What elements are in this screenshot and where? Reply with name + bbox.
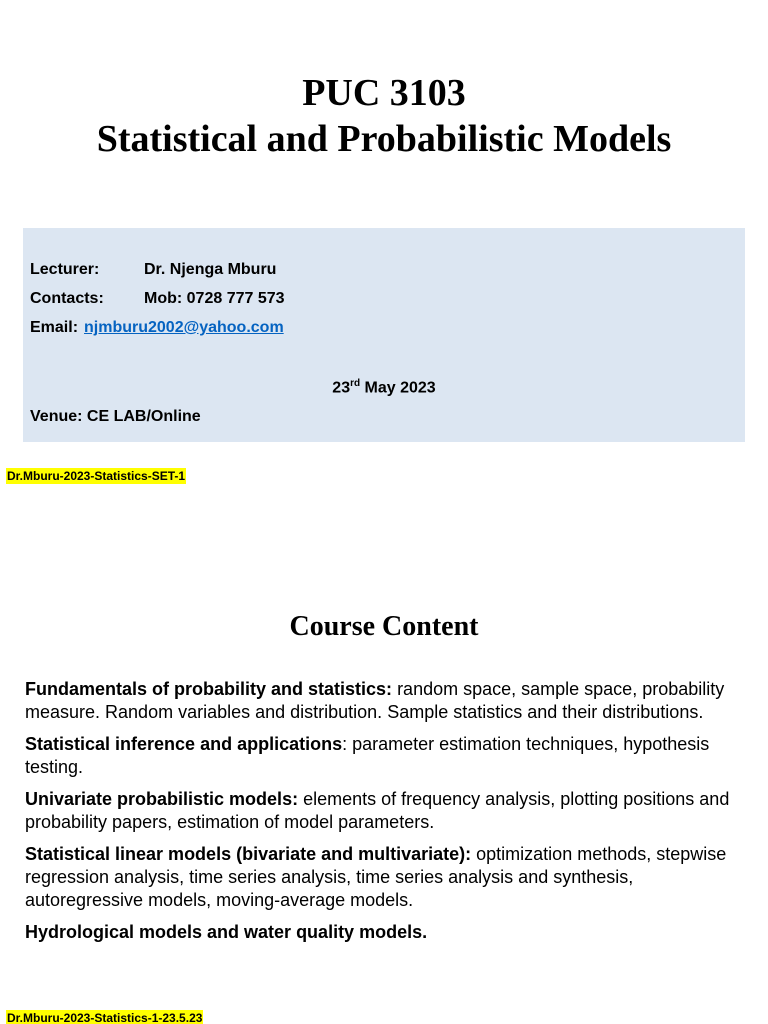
contacts-value: Mob: 0728 777 573: [144, 290, 285, 307]
content-item-heading: Statistical inference and applications: [25, 734, 343, 754]
footer-tag: Dr.Mburu-2023-Statistics-SET-1: [7, 469, 186, 483]
venue-text: Venue: CE LAB/Online: [30, 408, 201, 425]
email-link[interactable]: njmburu2002@yahoo.com: [84, 319, 284, 336]
slide-title-heading: [0, 70, 768, 162]
content-item-heading: Hydrological models and water quality models.: [25, 922, 428, 942]
content-item-text: elements of frequency analysis, plotting positions and probability papers, estimation of model parameters.: [25, 789, 730, 832]
contacts-row: [30, 290, 285, 308]
content-item-heading: Fundamentals of probability and statistics:: [25, 679, 393, 699]
lecture-date: [23, 378, 745, 397]
course-code: PUC 3103: [302, 72, 466, 114]
content-item: [25, 733, 740, 779]
course-name: Statistical and Probabilistic Models: [96, 118, 672, 160]
date-suffix: rd: [350, 378, 361, 389]
content-item: [25, 843, 740, 912]
content-item-text: optimization methods, stepwise regression analysis, time series analysis, time series analysis and synthesis, autoregressive models, moving-average models.: [25, 844, 727, 910]
email-label: Email:: [30, 319, 79, 336]
lecturer-value: Dr. Njenga Mburu: [144, 261, 277, 278]
venue-row: [30, 408, 201, 426]
lecturer-label: Lecturer:: [30, 261, 100, 278]
slide-course-content: [0, 512, 768, 1024]
content-item: [25, 921, 740, 944]
lecturer-info-box: [23, 228, 745, 442]
content-item-text: : parameter estimation techniques, hypothesis testing.: [25, 734, 710, 777]
content-item: [25, 678, 740, 724]
content-item-heading: Statistical linear models (bivariate and multivariate):: [25, 844, 472, 864]
content-item-text: random space, sample space, probability measure. Random variables and distribution. Sample statistics and their distributions.: [25, 679, 725, 722]
date-day: 23: [332, 379, 351, 397]
course-content-list: [25, 678, 740, 953]
content-item-heading: Univariate probabilistic models:: [25, 789, 299, 809]
footer-tag: Dr.Mburu-2023-Statistics-1-23.5.23: [7, 1011, 203, 1024]
email-row: [30, 319, 284, 337]
course-content-title: Course Content: [289, 611, 479, 642]
contacts-label: Contacts:: [30, 290, 104, 307]
date-rest: May 2023: [360, 379, 436, 397]
content-item: [25, 788, 740, 834]
lecturer-row: [30, 261, 276, 279]
